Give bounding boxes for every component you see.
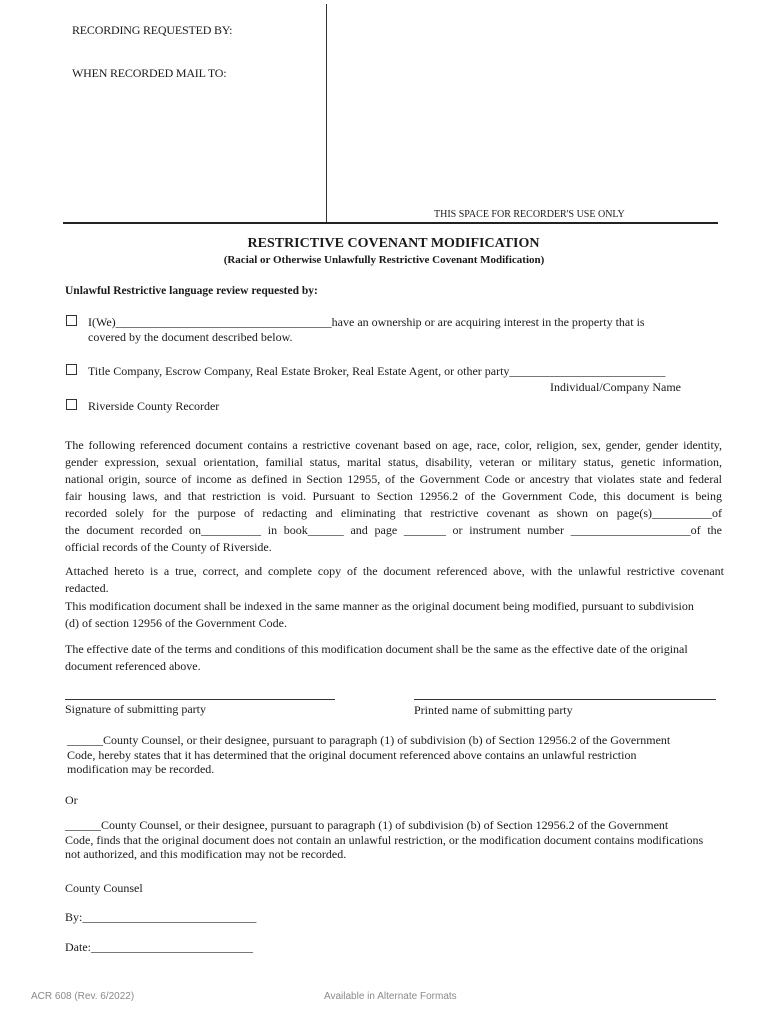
owner-option-line1: I(We)____________________________________have an ownership or are acquiring interest in the property that is [88,315,645,329]
individual-company-name-label: Individual/Company Name [550,380,681,394]
paragraph-line: official records of the County of Riverside. [65,540,272,554]
document-title: RESTRICTIVE COVENANT MODIFICATION [247,236,540,251]
paragraph-line: This modification document shall be indexed in the same manner as the original document being modified, pursuant to subdivision [65,599,694,613]
paragraph-line: modification may be recorded. [67,762,215,776]
document-subtitle: (Racial or Otherwise Unlawfully Restrictive Covenant Modification) [223,254,545,266]
paragraph-line: national origin, source of income as defined in Section 12955, of the Government Code or ancestry that violates state and federal [65,472,722,486]
alternate-formats-note: Available in Alternate Formats [324,991,457,1002]
paragraph-line: (d) of section 12956 of the Government Code. [65,616,287,630]
effective-date-paragraph [65,641,688,675]
county-recorder-option: Riverside County Recorder [88,399,220,413]
paragraph-line: The following referenced document contains a restrictive covenant based on age, race, color, religion, sex, gender, gender identity, [65,438,722,452]
recording-requested-by-label: RECORDING REQUESTED BY: [72,23,233,37]
title-company-option: Title Company, Escrow Company, Real Estate Broker, Real Estate Agent, or other party__________________________ [88,364,666,378]
indexing-paragraph [65,598,694,632]
paragraph-line: not authorized, and this modification may not be recorded. [65,847,347,861]
printed-name-line[interactable] [414,699,716,700]
paragraph-line: Code, finds that the original document does not contain an unlawful restriction, or the modification document contains modifications [65,832,704,847]
paragraph-line: document referenced above. [65,659,201,673]
county-recorder-checkbox[interactable] [66,399,77,410]
attached-copy-paragraph [65,563,724,597]
county-counsel-label: County Counsel [65,881,143,895]
paragraph-line: Attached hereto is a true, correct, and complete copy of the document referenced above, with the unlawful restrictive covenant [65,564,724,578]
header-divider-horizontal [63,222,718,224]
recorder-space-label: THIS SPACE FOR RECORDER'S USE ONLY [434,209,625,220]
counsel-approval-paragraph [67,733,670,777]
referenced-document-paragraph [65,437,722,556]
paragraph-line: The effective date of the terms and conditions of this modification document shall be the same as the effective date of the original [65,642,688,656]
when-recorded-mail-to-label: WHEN RECORDED MAIL TO: [72,66,227,80]
paragraph-line: gender expression, sexual orientation, familial status, marital status, disability, veteran or military status, genetic information, [65,455,722,469]
paragraph-line: recorded solely for the purpose of redacting and eliminating that restrictive covenant as shown on page(s)__________of [65,506,722,520]
paragraph-line: the document recorded on__________ in book______ and page _______ or instrument number ____________________of the [65,523,722,537]
owner-option-line2: covered by the document described below. [88,330,293,344]
printed-name-label: Printed name of submitting party [414,703,573,717]
counsel-denial-paragraph [65,818,703,862]
date-field[interactable]: Date:___________________________ [65,940,253,954]
review-requested-label: Unlawful Restrictive language review requested by: [65,285,318,297]
or-label: Or [65,793,78,807]
signature-line[interactable] [65,699,335,700]
by-field[interactable]: By:_____________________________ [65,910,257,924]
owner-checkbox[interactable] [66,315,77,326]
title-company-checkbox[interactable] [66,364,77,375]
paragraph-line: ______County Counsel, or their designee, pursuant to paragraph (1) of subdivision (b) of Section 12956.2 of the Government [65,818,669,832]
header-divider-vertical [326,4,327,222]
paragraph-line: ______County Counsel, or their designee, pursuant to paragraph (1) of subdivision (b) of Section 12956.2 of the Government [67,733,671,747]
signature-label: Signature of submitting party [65,702,206,716]
paragraph-line: fair housing laws, and that restriction is void. Pursuant to Section 12956.2 of the Government Code, this document is being [65,489,722,503]
paragraph-line: Code, hereby states that it has determined that the original document referenced above contains an unlawful restriction [67,747,637,762]
form-number: ACR 608 (Rev. 6/2022) [31,991,135,1002]
paragraph-line: redacted. [65,581,109,595]
